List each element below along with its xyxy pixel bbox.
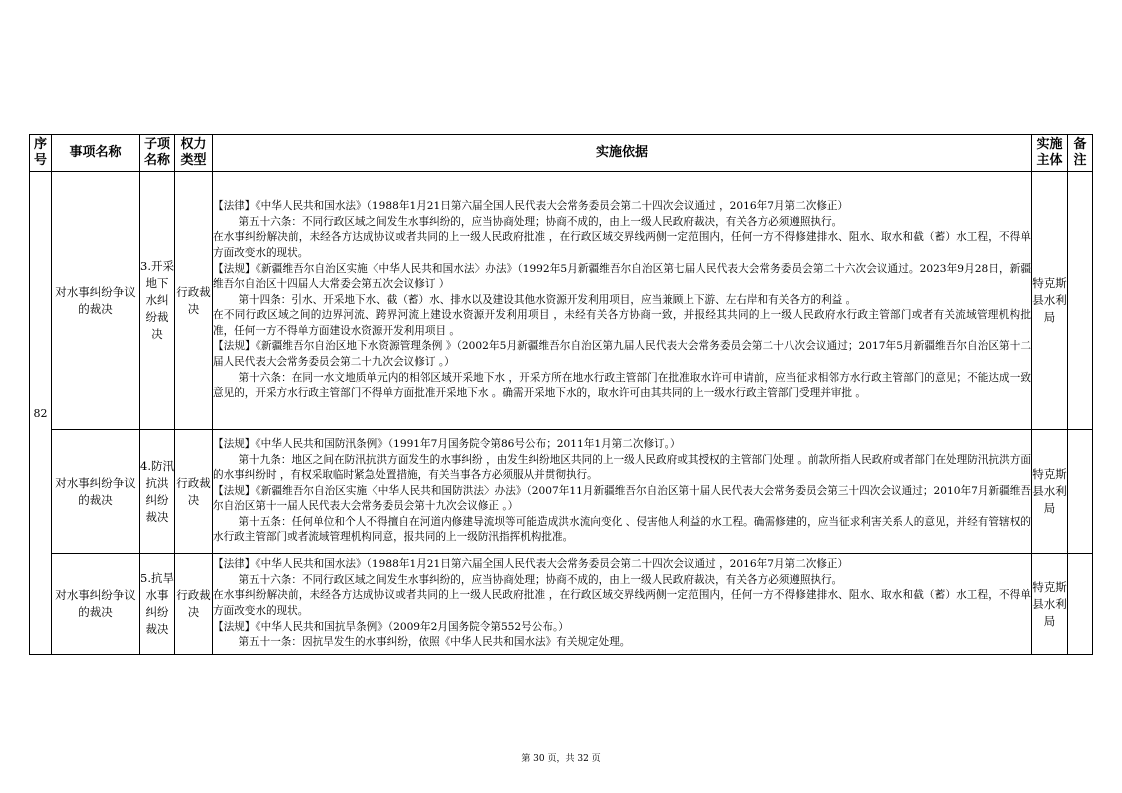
- basis-para: 第十五条：任何单位和个人不得擅自在河道内修建导流坝等可能造成洪水流向变化 、侵害他人利益的水工程。确需修建的，应当征求利害关系人的意见，并经有管辖权的水行政主管部门或者流域管理机构同意，报共同的上一级防汛指挥机构批准。: [213, 515, 1031, 544]
- basis-para: 【法规】《中华人民共和国防汛条例》（1991年7月国务院令第86号公布；2011年1月第二次修订。）: [213, 437, 681, 450]
- basis-para: 【法律】《中华人民共和国水法》（1988年1月21日第六届全国人民代表大会常务委员会第二十四次会议通过 ，2016年7月第二次修正）: [213, 200, 849, 213]
- header-seq: 序号: [30, 135, 52, 172]
- basis-para: 第五十六条：不同行政区域之间发生水事纠纷的，应当协商处理；协商不成的，由上一级人民政府裁决，有关各方必须遵照执行。: [238, 215, 843, 228]
- basis-para: 【法规】《新疆维吾尔自治区地下水资源管理条例 》（2002年5月新疆维吾尔自治区第九届人民代表大会常务委员会第二十八次会议通过；2017年5月新疆维吾尔自治区第十二届人民代表大会常务委员会第二十九次会议修订 。）: [213, 340, 1031, 369]
- sub-item: 4.防汛抗洪纠纷裁决: [140, 430, 175, 554]
- seq-number: 82: [30, 172, 52, 655]
- header-sub: 子项名称: [140, 135, 175, 172]
- header-name: 事项名称: [52, 135, 140, 172]
- authority-table: [29, 134, 1093, 655]
- power-type: 行政裁决: [175, 430, 213, 554]
- table-row: [30, 430, 1093, 554]
- sub-item: 5.抗旱水事纠纷裁决: [140, 554, 175, 655]
- header-note: 备注: [1068, 135, 1093, 172]
- table-header-row: [30, 135, 1093, 172]
- header-subject: 实施主体: [1032, 135, 1068, 172]
- basis-para: 【法规】《新疆维吾尔自治区实施〈中华人民共和国防洪法〉办法》（2007年11月新疆维吾尔自治区第十届人民代表大会常务委员会第三十四次会议通过；2010年7月新疆维吾尔自治区第十一届人民代表大会常务委员会第十九次会议修正 。）: [213, 484, 1031, 513]
- basis-para: 在水事纠纷解决前，未经各方达成协议或者共同的上一级人民政府批准 ，在行政区域交界线两侧一定范围内，任何一方不得修建排水、阻水、取水和截（蓄）水工程，不得单方面改变水的现状。: [213, 231, 1031, 259]
- basis-para: 第五十六条：不同行政区域之间发生水事纠纷的，应当协商处理；协商不成的，由上一级人民政府裁决，有关各方必须遵照执行。: [238, 573, 843, 586]
- note-cell: [1068, 172, 1093, 430]
- item-name: 对水事纠纷争议的裁决: [52, 430, 140, 554]
- basis-para: 第十四条：引水、开采地下水、截（蓄）水、排水以及建设其他水资源开发利用项目，应当兼顾上下游、左右岸和有关各方的利益 。: [238, 293, 857, 306]
- basis-para: 第十六条：在同一水文地质单元内的相邻区域开采地下水 ，开采方所在地水行政主管部门在批准取水许可申请前，应当征求相邻方水行政主管部门的意见；不能达成一致意见的，开采方水行政主管部门不得单方面批准开采地下水 。确需开采地下水的，取水许可由其共同的上一级水行政主管部门受理并审批 。: [213, 371, 1031, 400]
- basis-para: 在不同行政区域之间的边界河流、跨界河流上建设水资源开发利用项目 ，未经有关各方协商一致，并报经其共同的上一级人民政府水行政主管部门或者有关流域管理机构批准，任何一方不得单方面建设水资源开发利用项目 。: [213, 309, 1031, 337]
- basis-para: 【法规】《新疆维吾尔自治区实施〈中华人民共和国水法〉办法》（1992年5月新疆维吾尔自治区第七届人民代表大会常务委员会第二十六次会议通过。2023年9月28日，新疆维吾尔自治区十四届人大常委会第五次会议修订 ）: [213, 262, 1031, 291]
- basis-para: 第十九条：地区之间在防汛抗洪方面发生的水事纠纷 ，由发生纠纷地区共同的上一级人民政府或其授权的主管部门处理 。前款所指人民政府或者部门在处理防汛抗洪方面的水事纠纷时 ，有权采取临时紧急处置措施，有关当事各方必须服从并贯彻执行。: [213, 453, 1031, 482]
- implementing-body: 特克斯县水利局: [1032, 554, 1068, 655]
- note-cell: [1068, 430, 1093, 554]
- header-basis: 实施依据: [213, 135, 1032, 172]
- item-name: 对水事纠纷争议的裁决: [52, 172, 140, 430]
- header-type: 权力类型: [175, 135, 213, 172]
- basis-para: 【法律】《中华人民共和国水法》（1988年1月21日第六届全国人民代表大会常务委员会第二十四次会议通过 ，2016年7月第二次修正）: [213, 558, 849, 571]
- item-name: 对水事纠纷争议的裁决: [52, 554, 140, 655]
- power-type: 行政裁决: [175, 554, 213, 655]
- basis-para: 第五十一条：因抗旱发生的水事纠纷，依照《中华人民共和国水法》有关规定处理。: [238, 636, 631, 649]
- sub-item: 3.开采地下水纠纷裁决: [140, 172, 175, 430]
- table-row: [30, 554, 1093, 655]
- implementing-body: 特克斯县水利局: [1032, 430, 1068, 554]
- basis-para: 在水事纠纷解决前，未经各方达成协议或者共同的上一级人民政府批准 ，在行政区域交界线两侧一定范围内，任何一方不得修建排水、阻水、取水和截（蓄）水工程，不得单方面改变水的现状。: [213, 589, 1031, 617]
- page-footer: 第 30 页，共 32 页: [521, 754, 601, 764]
- note-cell: [1068, 554, 1093, 655]
- basis-text: [213, 554, 1032, 655]
- basis-text: [213, 172, 1032, 430]
- basis-text: [213, 430, 1032, 554]
- table-row: [30, 172, 1093, 430]
- power-type: 行政裁决: [175, 172, 213, 430]
- implementing-body: 特克斯县水利局: [1032, 172, 1068, 430]
- basis-para: 【法规】《中华人民共和国抗旱条例》（2009年2月国务院令第552号公布。）: [213, 620, 569, 633]
